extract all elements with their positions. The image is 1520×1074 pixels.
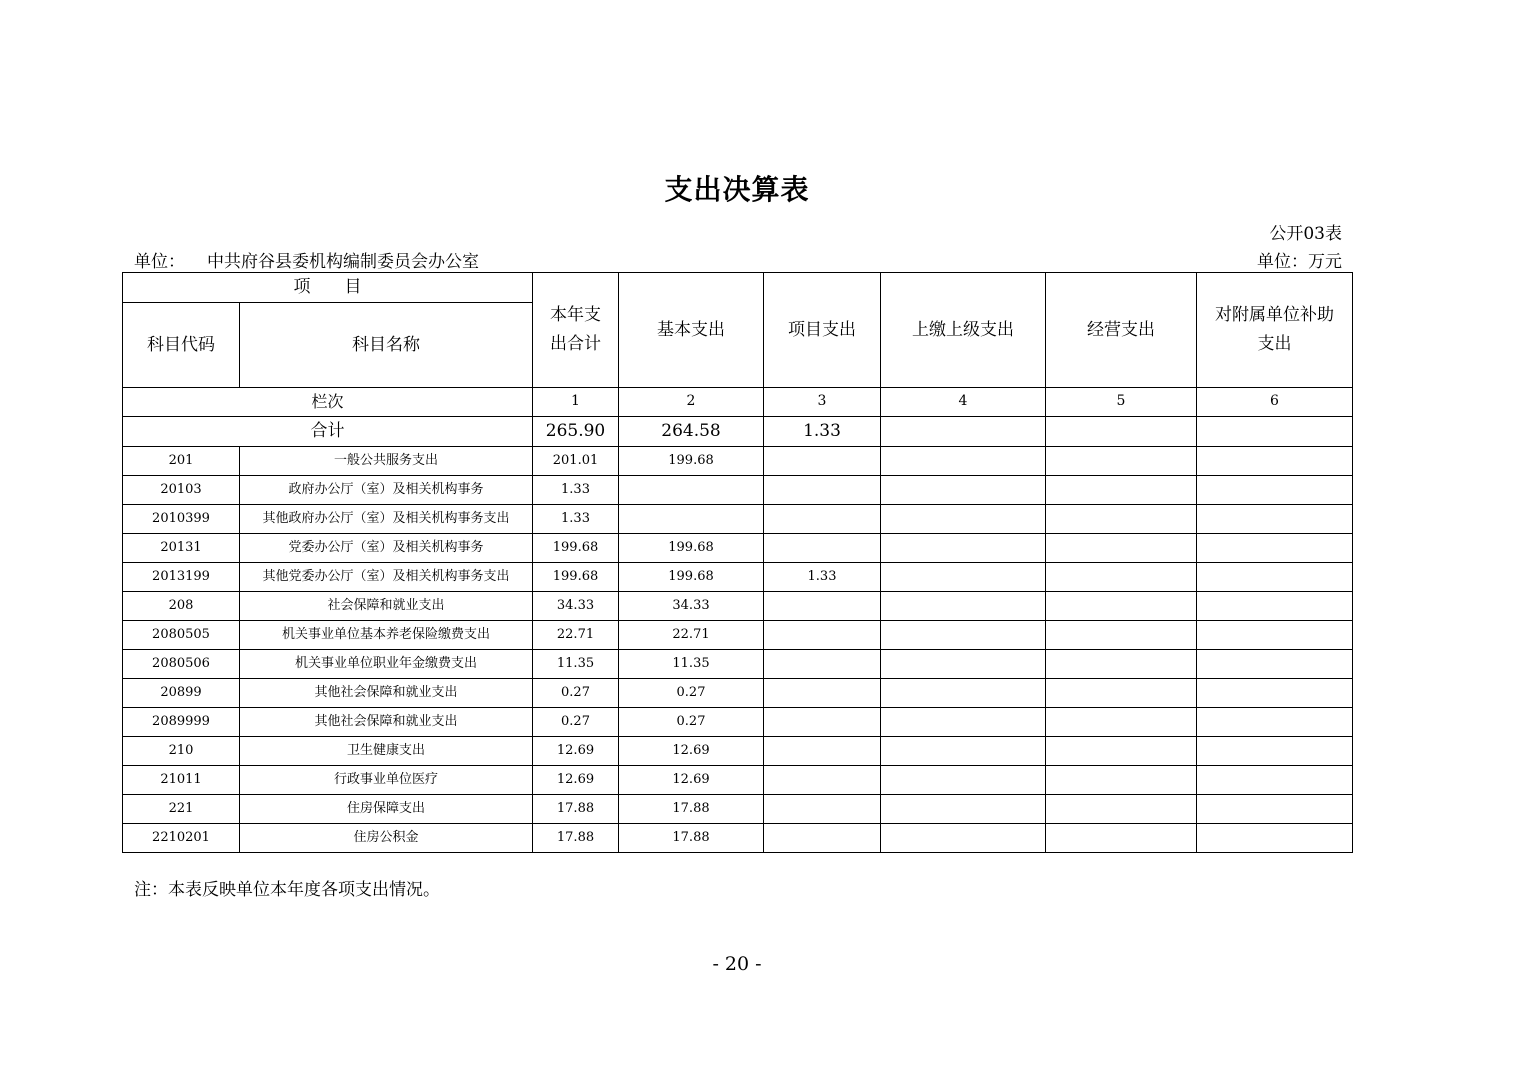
cell-project xyxy=(764,621,881,650)
unit-label: 单位： xyxy=(134,252,185,272)
page-title: 支出决算表 xyxy=(664,173,810,206)
cell-business xyxy=(1046,476,1197,505)
cell-name: 卫生健康支出 xyxy=(240,737,533,766)
cell-upper xyxy=(881,650,1046,679)
total-label: 合计 xyxy=(123,417,533,447)
cell-business xyxy=(1046,795,1197,824)
cell-business xyxy=(1046,766,1197,795)
header-project-exp: 项目支出 xyxy=(764,273,881,388)
cell-total: 1.33 xyxy=(533,505,619,534)
cell-upper xyxy=(881,534,1046,563)
cell-name: 住房保障支出 xyxy=(240,795,533,824)
cell-name: 其他政府办公厅（室）及相关机构事务支出 xyxy=(240,505,533,534)
cell-business xyxy=(1046,650,1197,679)
cell-project xyxy=(764,737,881,766)
currency-unit: 单位：万元 xyxy=(1257,252,1342,272)
cell-total: 12.69 xyxy=(533,766,619,795)
cell-subsidiary xyxy=(1197,650,1353,679)
cell-total: 0.27 xyxy=(533,679,619,708)
header-total: 本年支 出合计 xyxy=(533,273,619,388)
cell-project xyxy=(764,708,881,737)
table-row xyxy=(123,563,1353,592)
cell-upper xyxy=(881,447,1046,476)
table-row xyxy=(123,534,1353,563)
cell-total: 11.35 xyxy=(533,650,619,679)
cell-total: 12.69 xyxy=(533,737,619,766)
table-row xyxy=(123,766,1353,795)
cell-basic: 11.35 xyxy=(619,650,764,679)
cell-upper xyxy=(881,563,1046,592)
table-row xyxy=(123,476,1353,505)
header-business: 经营支出 xyxy=(1046,273,1197,388)
table-row xyxy=(123,795,1353,824)
cell-name: 一般公共服务支出 xyxy=(240,447,533,476)
header-upper: 上缴上级支出 xyxy=(881,273,1046,388)
cell-subsidiary xyxy=(1197,592,1353,621)
cell-total: 17.88 xyxy=(533,824,619,853)
total-cell: 264.58 xyxy=(619,417,764,447)
cell-code: 2089999 xyxy=(123,708,240,737)
cell-code: 2080506 xyxy=(123,650,240,679)
cell-project xyxy=(764,476,881,505)
cell-total: 0.27 xyxy=(533,708,619,737)
cell-basic: 34.33 xyxy=(619,592,764,621)
cell-upper xyxy=(881,476,1046,505)
seq-cell: 6 xyxy=(1197,388,1353,417)
cell-subsidiary xyxy=(1197,447,1353,476)
total-cell xyxy=(881,417,1046,447)
header-project: 项 目 xyxy=(123,273,533,303)
cell-name: 机关事业单位基本养老保险缴费支出 xyxy=(240,621,533,650)
seq-cell: 5 xyxy=(1046,388,1197,417)
cell-business xyxy=(1046,563,1197,592)
table-row xyxy=(123,679,1353,708)
cell-name: 机关事业单位职业年金缴费支出 xyxy=(240,650,533,679)
total-row xyxy=(123,417,1353,447)
cell-project xyxy=(764,505,881,534)
cell-basic: 0.27 xyxy=(619,679,764,708)
cell-total: 34.33 xyxy=(533,592,619,621)
table-row xyxy=(123,592,1353,621)
header-name: 科目名称 xyxy=(240,303,533,388)
header-row xyxy=(123,273,1353,303)
page-number: - 20 - xyxy=(712,953,762,975)
cell-basic xyxy=(619,505,764,534)
cell-upper xyxy=(881,766,1046,795)
cell-name: 社会保障和就业支出 xyxy=(240,592,533,621)
cell-business xyxy=(1046,708,1197,737)
cell-code: 201 xyxy=(123,447,240,476)
cell-name: 其他党委办公厅（室）及相关机构事务支出 xyxy=(240,563,533,592)
cell-business xyxy=(1046,534,1197,563)
cell-basic: 12.69 xyxy=(619,766,764,795)
cell-project xyxy=(764,795,881,824)
cell-basic: 12.69 xyxy=(619,737,764,766)
cell-basic xyxy=(619,476,764,505)
cell-subsidiary xyxy=(1197,737,1353,766)
cell-code: 208 xyxy=(123,592,240,621)
cell-name: 其他社会保障和就业支出 xyxy=(240,708,533,737)
cell-project: 1.33 xyxy=(764,563,881,592)
cell-total: 199.68 xyxy=(533,534,619,563)
cell-project xyxy=(764,679,881,708)
total-cell xyxy=(1197,417,1353,447)
cell-upper xyxy=(881,505,1046,534)
header-code: 科目代码 xyxy=(123,303,240,388)
total-cell: 1.33 xyxy=(764,417,881,447)
cell-upper xyxy=(881,679,1046,708)
table-row xyxy=(123,650,1353,679)
seq-cell: 3 xyxy=(764,388,881,417)
cell-subsidiary xyxy=(1197,708,1353,737)
cell-name: 其他社会保障和就业支出 xyxy=(240,679,533,708)
unit-info xyxy=(134,247,479,272)
cell-basic: 199.68 xyxy=(619,534,764,563)
cell-subsidiary xyxy=(1197,795,1353,824)
cell-business xyxy=(1046,592,1197,621)
seq-row xyxy=(123,388,1353,417)
table-row xyxy=(123,621,1353,650)
table-row xyxy=(123,824,1353,853)
table-row xyxy=(123,447,1353,476)
cell-upper xyxy=(881,737,1046,766)
cell-total: 201.01 xyxy=(533,447,619,476)
cell-subsidiary xyxy=(1197,766,1353,795)
cell-business xyxy=(1046,737,1197,766)
cell-upper xyxy=(881,592,1046,621)
cell-project xyxy=(764,824,881,853)
cell-code: 2010399 xyxy=(123,505,240,534)
cell-code: 2210201 xyxy=(123,824,240,853)
seq-cell: 4 xyxy=(881,388,1046,417)
cell-project xyxy=(764,447,881,476)
cell-total: 17.88 xyxy=(533,795,619,824)
header-subsidiary: 对附属单位补助 支出 xyxy=(1197,273,1353,388)
cell-code: 20899 xyxy=(123,679,240,708)
cell-subsidiary xyxy=(1197,824,1353,853)
cell-code: 20103 xyxy=(123,476,240,505)
cell-upper xyxy=(881,708,1046,737)
cell-subsidiary xyxy=(1197,563,1353,592)
cell-business xyxy=(1046,824,1197,853)
cell-project xyxy=(764,766,881,795)
seq-label: 栏次 xyxy=(123,388,533,417)
cell-subsidiary xyxy=(1197,534,1353,563)
form-id: 公开03表 xyxy=(1269,224,1342,244)
cell-code: 20131 xyxy=(123,534,240,563)
cell-business xyxy=(1046,447,1197,476)
cell-code: 210 xyxy=(123,737,240,766)
total-cell xyxy=(1046,417,1197,447)
cell-business xyxy=(1046,621,1197,650)
cell-basic: 22.71 xyxy=(619,621,764,650)
cell-basic: 199.68 xyxy=(619,563,764,592)
cell-basic: 17.88 xyxy=(619,824,764,853)
seq-cell: 2 xyxy=(619,388,764,417)
cell-total: 1.33 xyxy=(533,476,619,505)
cell-subsidiary xyxy=(1197,476,1353,505)
cell-basic: 0.27 xyxy=(619,708,764,737)
table-row xyxy=(123,737,1353,766)
header-basic: 基本支出 xyxy=(619,273,764,388)
cell-name: 住房公积金 xyxy=(240,824,533,853)
cell-code: 2013199 xyxy=(123,563,240,592)
cell-project xyxy=(764,534,881,563)
cell-subsidiary xyxy=(1197,505,1353,534)
seq-cell: 1 xyxy=(533,388,619,417)
cell-project xyxy=(764,650,881,679)
cell-upper xyxy=(881,795,1046,824)
cell-name: 行政事业单位医疗 xyxy=(240,766,533,795)
cell-subsidiary xyxy=(1197,621,1353,650)
cell-business xyxy=(1046,679,1197,708)
table-note: 注：本表反映单位本年度各项支出情况。 xyxy=(134,880,440,900)
cell-total: 22.71 xyxy=(533,621,619,650)
cell-upper xyxy=(881,824,1046,853)
cell-business xyxy=(1046,505,1197,534)
cell-code: 21011 xyxy=(123,766,240,795)
cell-project xyxy=(764,592,881,621)
cell-basic: 199.68 xyxy=(619,447,764,476)
total-cell: 265.90 xyxy=(533,417,619,447)
cell-subsidiary xyxy=(1197,679,1353,708)
table-row xyxy=(123,505,1353,534)
cell-basic: 17.88 xyxy=(619,795,764,824)
cell-total: 199.68 xyxy=(533,563,619,592)
cell-name: 党委办公厅（室）及相关机构事务 xyxy=(240,534,533,563)
cell-code: 2080505 xyxy=(123,621,240,650)
cell-name: 政府办公厅（室）及相关机构事务 xyxy=(240,476,533,505)
table-row xyxy=(123,708,1353,737)
cell-upper xyxy=(881,621,1046,650)
expenditure-table xyxy=(122,272,1353,853)
cell-code: 221 xyxy=(123,795,240,824)
unit-name: 中共府谷县委机构编制委员会办公室 xyxy=(207,252,479,272)
